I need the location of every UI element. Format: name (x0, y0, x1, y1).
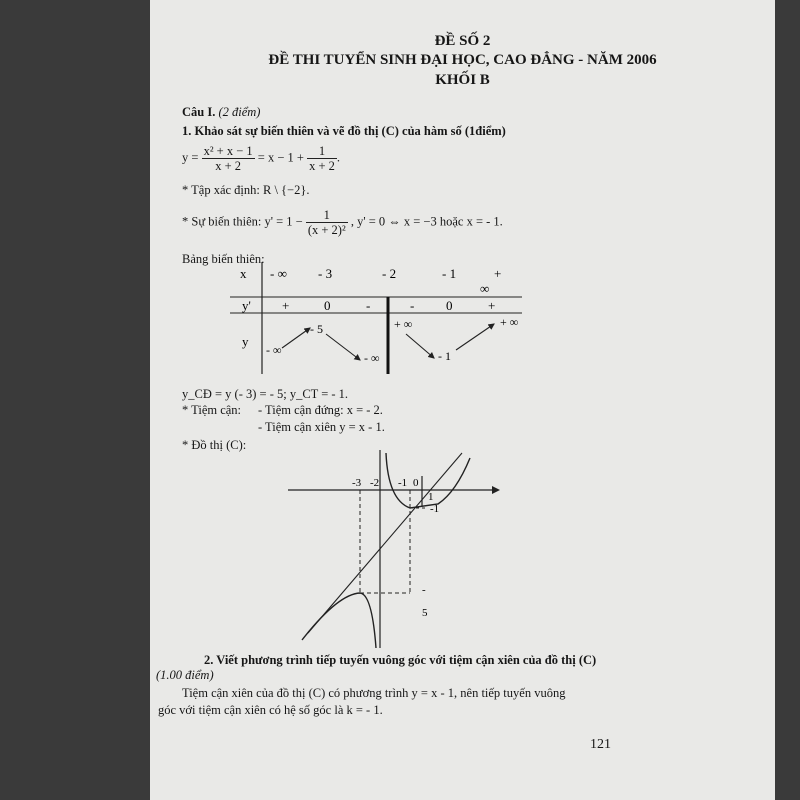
formula-fraction-2 (307, 144, 337, 173)
part2-text-line2: góc với tiệm cận xiên có hệ số góc là k = - 1. (158, 703, 383, 717)
y-value: + ∞ (394, 317, 413, 331)
fraction-numerator: x² + x − 1 (203, 144, 253, 158)
fraction-numerator: 1 (306, 208, 348, 223)
tick-label: -2 (370, 477, 380, 489)
x-value: - 2 (382, 266, 397, 281)
x-value: - 3 (318, 266, 333, 281)
yprime-zero: 0 (446, 298, 453, 313)
yprime-zero: 0 (324, 298, 331, 313)
row-label-x: x (240, 266, 247, 281)
yprime-sign: - (366, 298, 371, 313)
curve-left-branch (302, 593, 376, 648)
part2-heading: 2. Viết phương trình tiếp tuyến vuông góc với tiệm cận xiên của đồ thị (C) (204, 653, 597, 667)
row-label-yprime: y' (242, 298, 251, 313)
variation-prefix: * Sự biến thiên: y' = 1 − (182, 214, 303, 229)
y-value: - 5 (310, 322, 323, 336)
yprime-sign: + (282, 298, 290, 313)
x-value: + (494, 266, 502, 281)
row-label-y: y (242, 334, 249, 349)
fraction-denominator: (x + 2)² (307, 223, 346, 237)
y-value: - 1 (438, 349, 451, 363)
x-axis-arrow (492, 486, 500, 494)
x-value: - 1 (442, 266, 457, 281)
tick-label: -1 (398, 477, 408, 489)
tick-label: 0 (413, 477, 419, 489)
variation-table (230, 262, 530, 377)
y-value: - ∞ (364, 351, 380, 365)
asymptote-label: * Tiệm cận: (182, 403, 242, 417)
question-heading (182, 105, 260, 120)
book-page (150, 0, 775, 800)
question-label: Câu I. (182, 105, 216, 119)
table-title: Bảng biến thiên: (182, 252, 265, 266)
domain-line: * Tập xác định: R \ {−2}. (182, 183, 310, 197)
graph-label: * Đồ thị (C): (182, 438, 247, 452)
x-value: - ∞ (270, 266, 287, 281)
oblique-asymptote: - Tiệm cận xiên y = x - 1. (258, 420, 385, 434)
tick-label: -3 (352, 477, 362, 489)
part2-text-line1: Tiệm cận xiên của đồ thị (C) có phương trình y = x - 1, nên tiếp tuyến vuông (182, 686, 566, 700)
arrow-up (456, 324, 494, 350)
function-formula: y = $\frac{\text{x² + x − 1}}{x + 2}$ = x − 1 + $\frac{1}{x + 2}$ . (182, 144, 341, 173)
tick-label: 1 (428, 491, 434, 503)
arrow-up (282, 328, 310, 348)
exam-title: ĐỀ THI TUYỂN SINH ĐẠI HỌC, CAO ĐẲNG - NĂM 2006 (268, 52, 657, 68)
arrow-down (406, 334, 434, 358)
question-points: (2 điểm) (218, 105, 261, 119)
exam-block: KHỐI B (435, 72, 490, 88)
arrow-down (326, 334, 360, 360)
tick-label: - (422, 584, 426, 596)
oblique-asymptote-line (308, 453, 462, 633)
variation-line (182, 208, 503, 237)
exam-number: ĐỀ SỐ 2 (434, 33, 491, 49)
fraction-denominator: x + 2 (309, 159, 335, 173)
variation-suffix: , y' = 0 ⇔ x = −3 hoặc x = - 1. (350, 214, 503, 229)
formula-middle: = x − 1 + (257, 150, 304, 165)
yprime-sign: + (488, 298, 496, 313)
tick-label: -1 (430, 503, 440, 515)
formula-fraction-1 (202, 144, 255, 173)
part1-heading: 1. Khảo sát sự biến thiên và vẽ đồ thị (C) của hàm số (1điểm) (182, 124, 506, 138)
y-value: + ∞ (500, 315, 519, 329)
formula-lhs: y = (182, 150, 199, 165)
function-graph (288, 448, 508, 653)
part2-points: (1.00 điểm) (156, 668, 214, 682)
derivative-fraction (306, 208, 348, 237)
yprime-sign: - (410, 298, 415, 313)
y-value: - ∞ (266, 343, 282, 357)
fraction-denominator: x + 2 (215, 159, 242, 173)
extrema-line: y_CĐ = y (- 3) = - 5; y_CT = - 1. (182, 387, 349, 401)
fraction-numerator: 1 (307, 144, 337, 159)
vertical-asymptote: - Tiệm cận đứng: x = - 2. (258, 403, 383, 417)
tick-label: 5 (422, 607, 428, 619)
x-infinity: ∞ (480, 281, 490, 296)
page-number: 121 (590, 737, 611, 752)
